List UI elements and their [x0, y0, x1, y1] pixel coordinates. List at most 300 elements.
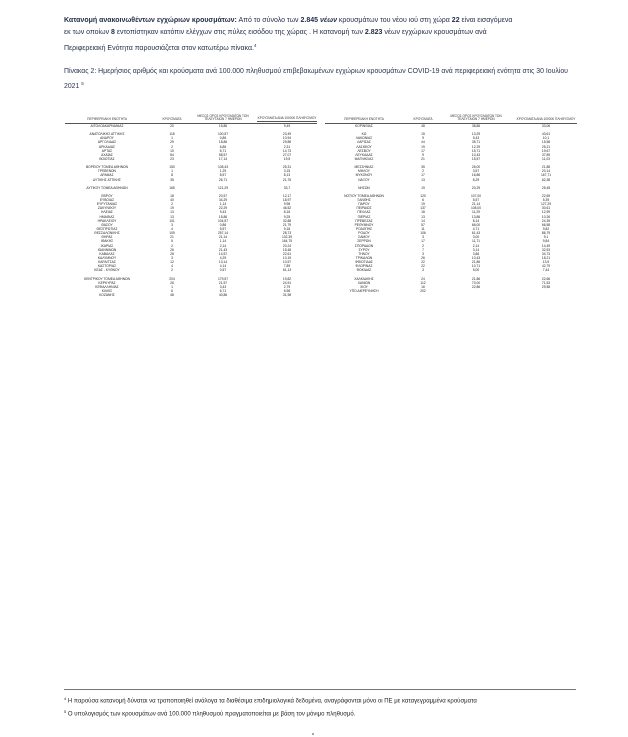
cell-avg: 26,00: [471, 165, 481, 170]
cell-region: ΛΑΣΙΘΙΟΥ: [356, 144, 372, 149]
cell-region: ΑΡΤΑΣ: [101, 148, 113, 153]
cell-per100k: 9,84: [542, 239, 550, 244]
cell-per100k: 25,21: [541, 144, 551, 149]
cell-cases: 26: [421, 255, 425, 260]
footnote-ref: 4: [253, 42, 257, 48]
cell-region: ΚΙΛΚΙΣ: [101, 288, 113, 293]
cell-per100k: 10,57: [282, 260, 292, 265]
cell-per100k: 61,13: [282, 268, 292, 273]
cell-avg: 13,86: [471, 214, 481, 219]
cell-per100k: 18,97: [282, 197, 292, 202]
intro-text: Από το σύνολο των: [236, 17, 301, 24]
cell-per100k: 46,52: [282, 206, 292, 211]
intro-text: κρουσμάτων του νέου ιού στη χώρα: [336, 17, 452, 24]
table-right-half: [325, 111, 577, 293]
cell-cases: 84: [170, 152, 174, 157]
cell-region: ΒΟΙΩΤΙΑΣ: [99, 156, 115, 161]
cell-cases: 13: [421, 177, 425, 182]
cell-cases: 109: [169, 231, 175, 236]
cell-per100k: 9,82: [542, 226, 550, 231]
cell-avg: 108,00: [470, 206, 482, 211]
cell-cases: 2: [171, 202, 173, 207]
cell-avg: 18,86: [218, 140, 228, 145]
cell-per100k: 15,48: [282, 247, 292, 252]
cell-avg: 38,86: [471, 124, 481, 128]
cell-cases: 6: [171, 288, 173, 293]
intro-paragraph: [64, 15, 576, 55]
cell-per100k: 7,89: [283, 264, 291, 269]
cell-avg: 13,29: [471, 132, 481, 137]
cell-avg: 40,86: [218, 293, 228, 298]
table-body-right: [325, 124, 577, 293]
cell-per100k: 127,29: [540, 202, 552, 207]
cell-avg: 14,57: [218, 251, 228, 256]
cell-per100k: 10,19: [282, 255, 292, 260]
header-cases: ΚΡΟΥΣΜΑΤΑ: [162, 117, 182, 122]
cell-avg: 21,43: [218, 247, 228, 252]
cell-cases: 17: [421, 148, 425, 153]
cell-avg: 11,71: [471, 239, 480, 244]
cell-per100k: 34,73: [541, 251, 551, 256]
cell-cases: 22: [421, 260, 425, 265]
intro-text: είναι εισαγόμενα: [459, 17, 513, 24]
cell-avg: 179,57: [217, 276, 229, 281]
cell-cases: 101: [169, 218, 175, 223]
cell-per100k: 132,39: [281, 235, 293, 240]
header-region: ΠΕΡΙΦΕΡΕΙΑΚΗ ΕΝΟΤΗΤΑ: [87, 117, 127, 122]
table-header: [325, 111, 577, 124]
cell-per100k: 29,58: [541, 284, 551, 289]
cell-per100k: 2,31: [283, 144, 291, 149]
cell-region: ΕΥΒΟΙΑΣ: [99, 197, 115, 202]
cell-cases: 23: [170, 156, 174, 161]
cell-cases: 9: [422, 152, 424, 157]
cell-per100k: 18,21: [541, 255, 551, 260]
cell-region: ΑΧΑΪΑΣ: [101, 152, 113, 157]
cell-region: ΣΠΟΡΑΔΩΝ: [354, 243, 374, 248]
cell-avg: 3,57: [472, 169, 480, 174]
cell-cases: 19: [170, 206, 174, 211]
cell-region: ΚΕΝΤΡΙΚΟΥ ΤΟΜΕΑ ΑΘΗΝΩΝ: [84, 276, 130, 281]
cell-per100k: 71,53: [541, 280, 551, 285]
cell-avg: 61,43: [471, 231, 481, 236]
cell-region: ΠΡΕΒΕΖΑΣ: [355, 218, 373, 223]
cell-per100k: 33,06: [541, 124, 551, 128]
cell-cases: 150: [169, 165, 175, 170]
cell-per100k: 11,03: [541, 156, 550, 161]
cell-per100k: 25,45: [541, 185, 551, 190]
intro-heading: Κατανομή ανακοινωθέντων εγχώριων κρουσμάτων:: [64, 17, 237, 24]
cell-cases: 1: [171, 136, 173, 141]
cell-per100k: 20,24: [282, 243, 292, 248]
cell-avg: 0,86: [219, 136, 227, 141]
cell-cases: 1: [171, 169, 173, 174]
cell-avg: 257,14: [217, 231, 229, 236]
cell-per100k: 25,31: [282, 165, 292, 170]
cell-cases: 112: [420, 280, 426, 285]
cell-region: ΗΛΕΙΑΣ: [101, 210, 113, 215]
cell-region: ΥΠΟ ΔΙΕΡΕΥΝΗΣΗ: [349, 288, 379, 293]
cell-cases: 11: [421, 226, 425, 231]
cell-region: ΠΑΡΟΥ: [358, 202, 370, 207]
cell-cases: 2: [171, 268, 173, 273]
cell-cases: 17: [421, 239, 425, 244]
cell-avg: 20,29: [471, 185, 481, 190]
cell-cases: 118: [169, 132, 175, 137]
cell-cases: 120: [420, 193, 426, 198]
cell-per100k: 164,75: [281, 239, 293, 244]
cell-region: ΑΡΚΑΔΙΑΣ: [98, 144, 116, 149]
cell-region: ΝΗΣΩΝ: [358, 185, 370, 190]
cell-avg: 21,86: [471, 260, 481, 265]
cell-region: ΙΘΑΚΗΣ: [100, 239, 114, 244]
new-word: νέων: [318, 17, 337, 24]
cell-cases: 44: [421, 140, 425, 145]
cell-per100k: 21,79: [282, 222, 292, 227]
cell-avg: 1,14: [219, 202, 227, 207]
cell-per100k: 24,35: [541, 218, 551, 223]
cell-avg: 10,71: [471, 264, 481, 269]
cell-region: ΘΑΣΟΥ: [101, 222, 113, 227]
footnote-ref: 5: [81, 81, 84, 87]
cell-region: ΦΘΙΩΤΙΔΑΣ: [355, 260, 373, 265]
cell-per100k: 5,39: [542, 197, 550, 202]
cell-per100k: 9,98: [283, 202, 291, 207]
cell-cases: 21: [170, 235, 174, 240]
cell-avg: 35,71: [471, 140, 481, 145]
cell-per100k: 32,53: [541, 247, 551, 252]
cell-avg: 2,14: [472, 243, 480, 248]
cell-avg: 11,29: [471, 210, 480, 215]
cell-region: ΝΑΞΟΥ: [358, 177, 370, 182]
cell-cases: 10: [170, 148, 174, 153]
cell-per100k: 21,88: [541, 165, 551, 170]
cell-cases: 35: [421, 165, 425, 170]
cell-cases: 26: [170, 247, 174, 252]
cell-cases: 48: [421, 124, 425, 128]
cell-region: ΕΒΡΟΥ: [101, 193, 113, 198]
cell-per100k: 9,49: [283, 124, 291, 128]
cell-region: ΦΛΩΡΙΝΑΣ: [355, 264, 373, 269]
cell-cases: 35: [170, 177, 174, 182]
cell-avg: 1,14: [219, 239, 227, 244]
cell-avg: 26,71: [218, 177, 228, 182]
cell-cases: 13: [421, 214, 425, 219]
header-per100k: ΚΡΟΥΣΜΑΤΑ ΑΝΑ 100000 ΠΛΗΘΥΣΜΟΥ: [257, 116, 317, 121]
cell-region: ΚΕΑΣ - ΚΥΘΝΟΥ: [94, 268, 120, 273]
cell-region: ΠΕΛΛΑΣ: [357, 210, 371, 215]
cell-per100k: 167,71: [540, 173, 552, 178]
total-new-cases: 2.845: [300, 17, 319, 24]
cell-cases: 204: [169, 276, 175, 281]
cell-cases: 16: [421, 284, 425, 289]
cell-cases: 26: [170, 280, 174, 285]
cell-region: ΛΕΣΒΟΥ: [357, 148, 371, 153]
table-row: [325, 289, 577, 293]
cell-cases: 8: [171, 173, 173, 178]
cell-avg: 108,43: [217, 165, 229, 170]
cell-cases: 29: [170, 140, 174, 145]
cell-cases: 165: [169, 185, 175, 190]
header-avg: ΜΕΣΟΣ ΟΡΟΣ ΚΡΟΥΣΜΑΤΩΝ ΤΩΝ ΤΕΛΕΥΤΑΙΩΝ 7 ΗΜΕΡΩΝ: [197, 113, 249, 122]
cell-avg: 21,14: [471, 202, 481, 207]
cell-avg: 3,14: [472, 247, 480, 252]
cell-avg: 15,71: [471, 148, 481, 153]
cell-region: ΘΕΣΠΡΩΤΙΑΣ: [96, 226, 118, 231]
footnotes: [64, 689, 576, 720]
cell-region: ΔΥΤΙΚΟΥ ΤΟΜΕΑ ΑΘΗΝΩΝ: [86, 185, 128, 190]
cell-per100k: 12,99: [541, 210, 551, 215]
cell-per100k: 23,49: [282, 132, 292, 137]
table-body-left: [65, 124, 317, 297]
cell-region: ΛΑΡΙΣΑΣ: [357, 140, 371, 145]
cell-cases: 19: [421, 185, 425, 190]
cell-per100k: 86,79: [541, 231, 551, 236]
cell-per100k: 10,26: [541, 214, 551, 219]
cell-region: ΚΟΖΑΝΗΣ: [99, 293, 115, 298]
cell-cases: 4: [171, 264, 173, 269]
cell-region: ΜΕΣΣΗΝΙΑΣ: [354, 165, 374, 170]
cell-per100k: 27,07: [282, 152, 292, 157]
cell-region: ΕΥΡΥΤΑΝΙΑΣ: [96, 202, 118, 207]
cell-cases: 28: [170, 251, 174, 256]
cell-per100k: 19,82: [282, 276, 292, 281]
cell-region: ΜΥΚΟΝΟΥ: [355, 173, 373, 178]
cell-cases: 106: [420, 231, 426, 236]
cell-cases: 3: [422, 268, 424, 273]
cell-avg: 10,43: [471, 152, 481, 157]
cell-region: ΖΑΚΥΝΘΟΥ: [97, 206, 117, 211]
cell-cases: 19: [421, 202, 425, 207]
footnote-number: 4: [64, 696, 67, 701]
cell-region: ΧΑΝΙΩΝ: [357, 280, 371, 285]
cell-cases: 40: [170, 197, 174, 202]
cell-per100k: 6,96: [283, 288, 291, 293]
cell-region: ΠΕΙΡΑΙΩΣ: [356, 206, 372, 211]
cell-cases: 3: [171, 222, 173, 227]
cell-avg: 3,43: [219, 284, 227, 289]
cell-per100k: 24,91: [282, 280, 292, 285]
cell-region: ΣΑΜΟΥ: [358, 235, 370, 240]
cell-cases: 2: [171, 144, 173, 149]
cell-cases: 3: [422, 235, 424, 240]
cell-region: ΚΩ: [361, 132, 367, 137]
cell-region: ΚΑΣΤΟΡΙΑΣ: [97, 264, 117, 269]
cell-cases: 12: [170, 260, 174, 265]
cell-cases: 22: [421, 264, 425, 269]
cell-avg: 21,57: [218, 280, 228, 285]
cell-per100k: 30,61: [541, 206, 551, 211]
cell-cases: 57: [421, 222, 425, 227]
cell-per100k: 22,65: [541, 193, 551, 198]
cell-avg: 6,71: [219, 148, 227, 153]
cell-avg: 22,86: [471, 284, 481, 289]
cell-per100k: 8,13: [283, 173, 291, 178]
intro-text: εκ των οποίων: [64, 29, 112, 37]
cell-avg: 13,14: [218, 260, 228, 265]
cell-per100k: 22,66: [541, 276, 551, 281]
cell-per100k: 37,89: [541, 152, 551, 157]
cell-per100k: 31,98: [282, 293, 292, 298]
cell-cases: 18: [421, 210, 425, 215]
cell-avg: 70,00: [471, 280, 481, 285]
cell-cases: 3: [422, 251, 424, 256]
footnote-4: [64, 694, 576, 707]
cell-region: ΗΡΑΚΛΕΙΟΥ: [97, 218, 117, 223]
cell-per100k: 13,9: [542, 260, 550, 265]
cell-cases: 2: [171, 243, 173, 248]
cell-per100k: 43,61: [541, 132, 551, 137]
cell-avg: 8,29: [472, 177, 480, 182]
cell-region: ΚΑΡΔΙΤΣΑΣ: [98, 260, 116, 265]
cell-region: ΤΗΝΟΥ: [358, 251, 370, 256]
cell-per100k: 22,61: [282, 251, 292, 256]
cell-avg: 15,86: [218, 124, 228, 128]
cell-avg: 22,29: [218, 206, 228, 211]
cell-region: ΠΙΕΡΙΑΣ: [357, 214, 371, 219]
cell-cases: 24: [421, 276, 425, 281]
intro-text: Περιφερειακή Ενότητα παρουσιάζεται στον κατωτέρω πίνακα.: [64, 44, 254, 52]
cell-region: ΡΟΔΟΠΗΣ: [355, 226, 373, 231]
intro-text: νέων εγχώριων κρουσμάτων ανά: [382, 29, 487, 37]
cell-cases: 1: [171, 284, 173, 289]
caption-text: Πίνακας 2: Ημερήσιος αριθμός και κρούσματα ανά 100.000 πληθυσμού επιβεβαιωμένων εγχώριων κρουσμάτων COVID-19 ανά περιφερειακή ενότητα στις 30 Ιουλίου 2021: [64, 68, 568, 91]
cell-avg: 15,86: [218, 214, 228, 219]
cell-avg: 0,57: [219, 268, 227, 273]
cell-cases: 14: [421, 218, 425, 223]
cell-avg: 66,00: [471, 222, 481, 227]
header-avg: ΜΕΣΟΣ ΟΡΟΣ ΚΡΟΥΣΜΑΤΩΝ ΤΩΝ ΤΕΛΕΥΤΑΙΩΝ 7 ΗΜΕΡΩΝ: [450, 113, 502, 122]
cell-region: ΚΕΦΑΛΛΗΝΙΑΣ: [95, 284, 119, 289]
footnote-number: 5: [64, 708, 67, 714]
cell-region: ΤΡΙΚΑΛΩΝ: [355, 255, 373, 260]
cell-avg: 4,71: [472, 226, 480, 231]
cell-avg: 34,29: [218, 197, 228, 202]
cell-per100k: 15,58: [541, 140, 551, 145]
cell-region: ΞΑΝΘΗΣ: [357, 197, 371, 202]
cell-cases: 19: [421, 144, 425, 149]
table-row: [65, 293, 317, 297]
cell-region: ΚΟΡΙΝΘΙΑΣ: [355, 124, 373, 128]
cell-per100k: 2,79: [283, 284, 291, 289]
cell-avg: 3,00: [472, 235, 480, 240]
cell-region: ΙΩΑΝΝΙΝΩΝ: [97, 247, 117, 252]
cell-avg: 12,29: [471, 144, 481, 149]
footnote-text: Η παρούσα κατανομή δύναται να τροποποιηθεί ανάλογα τα διαθέσιμα επιδημιολογικά δεδομένα, αναγράφονται μόνο οι ΠΕ με καταγεγραμμένα κρούσματα: [67, 698, 477, 705]
cell-cases: 13: [170, 214, 174, 219]
cell-region: ΚΕΡΚΥΡΑΣ: [98, 280, 116, 285]
header-cases: ΚΡΟΥΣΜΑΤΑ: [413, 117, 433, 122]
cell-avg: 107,00: [470, 193, 482, 198]
cell-per100k: 10,1: [542, 136, 550, 141]
page-marker: [312, 733, 314, 735]
cell-per100k: 9,18: [283, 226, 291, 231]
cell-region: ΡΟΔΟΥ: [358, 231, 370, 236]
cell-region: ΑΝΔΡΟΥ: [100, 136, 114, 141]
cell-avg: 6,86: [219, 144, 227, 149]
cell-cases: 137: [420, 206, 426, 211]
cell-per100k: 21,75: [282, 177, 292, 182]
border-cases: 8: [111, 29, 115, 37]
cell-avg: 5,57: [472, 197, 480, 202]
cell-cases: 18: [170, 193, 174, 198]
cell-cases: 7: [422, 247, 424, 252]
cell-avg: 5,00: [472, 268, 480, 273]
cell-per100k: 14,73: [282, 148, 292, 153]
header-region: ΠΕΡΙΦΕΡΕΙΑΚΗ ΕΝΟΤΗΤΑ: [344, 117, 384, 122]
cell-per100k: 33,7: [283, 185, 291, 190]
cell-region: ΧΙΟΥ: [360, 284, 368, 289]
footnote-5: [64, 707, 576, 720]
cell-cases: 15: [421, 132, 425, 137]
cell-cases: 4: [171, 226, 173, 231]
cell-cases: 2: [422, 243, 424, 248]
cell-per100k: 12,17: [282, 193, 292, 198]
cell-cases: 3: [171, 255, 173, 260]
cell-avg: 20,57: [218, 193, 228, 198]
cell-region: ΝΟΤΙΟΥ ΤΟΜΕΑ ΑΘΗΝΩΝ: [344, 193, 384, 198]
cell-region: ΜΑΓΝΗΣΙΑΣ: [354, 156, 374, 161]
cell-region: ΘΕΣΣΑΛΟΝΙΚΗΣ: [94, 231, 120, 236]
footnote-text: Ο υπολογισμός των κρουσμάτων ανά 100.000 πληθυσμού πραγματοποιείται με βάση τον μόνιμο πληθυσμό.: [67, 711, 356, 718]
cell-region: ΑΙΤΩΛΟΑΚΑΡΝΑΝΙΑΣ: [90, 124, 124, 128]
cell-per100k: 3,15: [283, 169, 291, 174]
cell-region: ΜΗΛΟΥ: [358, 169, 370, 174]
cell-per100k: 19,67: [541, 148, 551, 153]
header-per100k: ΚΡΟΥΣΜΑΤΑ ΑΝΑ 100000 ΠΛΗΘΥΣΜΟΥ: [516, 117, 576, 122]
cell-region: ΛΕΥΚΑΔΑΣ: [355, 152, 373, 157]
cell-per100k: 29,88: [282, 140, 292, 145]
cell-avg: 2,14: [219, 243, 227, 248]
cell-avg: 9,43: [219, 210, 227, 215]
intro-text: εντοπίστηκαν κατόπιν ελέγχων στις πύλες εισόδου της χώρας . Η κατανομή των: [114, 29, 365, 37]
cell-per100k: 10,94: [282, 136, 292, 141]
cell-avg: 3,86: [472, 251, 480, 256]
cell-region: ΛΑΚΩΝΙΑΣ: [355, 136, 373, 141]
cell-avg: 5,43: [472, 136, 480, 141]
cell-region: ΘΗΡΑΣ: [101, 235, 113, 240]
cell-per100k: 7,44: [542, 268, 550, 273]
cell-per100k: 66,58: [541, 222, 551, 227]
cell-region: ΡΕΘΥΜΝΟΥ: [354, 222, 374, 227]
cell-region: ΣΥΡΟΥ: [358, 247, 370, 252]
cell-per100k: 32,88: [282, 218, 292, 223]
cell-region: ΦΩΚΙΔΑΣ: [356, 268, 372, 273]
imported-cases: 22: [451, 17, 460, 24]
cell-avg: 16,86: [471, 173, 481, 178]
cell-cases: 6: [422, 197, 424, 202]
cell-per100k: 28,73: [282, 231, 292, 236]
cell-avg: 10,43: [471, 255, 481, 260]
cell-region: ΣΕΡΡΩΝ: [357, 239, 371, 244]
cell-avg: 17,14: [218, 156, 228, 161]
cell-cases: 202: [420, 288, 426, 293]
cell-cases: 17: [421, 173, 425, 178]
cell-avg: 58,57: [218, 152, 228, 157]
table-header: [65, 111, 317, 124]
cell-avg: 21,14: [218, 235, 228, 240]
cell-avg: 4,29: [219, 255, 227, 260]
cell-avg: 121,29: [217, 185, 229, 190]
cell-cases: 21: [421, 156, 425, 161]
table-left-half: [65, 111, 317, 297]
cell-per100k: 20,14: [541, 169, 551, 174]
cell-avg: 4,14: [219, 264, 227, 269]
cell-cases: 13: [170, 210, 174, 215]
cell-region: ΔΡΑΜΑΣ: [100, 173, 114, 178]
cell-region: ΚΑΛΥΜΝΟΥ: [97, 255, 117, 260]
cell-per100k: 9,1: [543, 235, 549, 240]
